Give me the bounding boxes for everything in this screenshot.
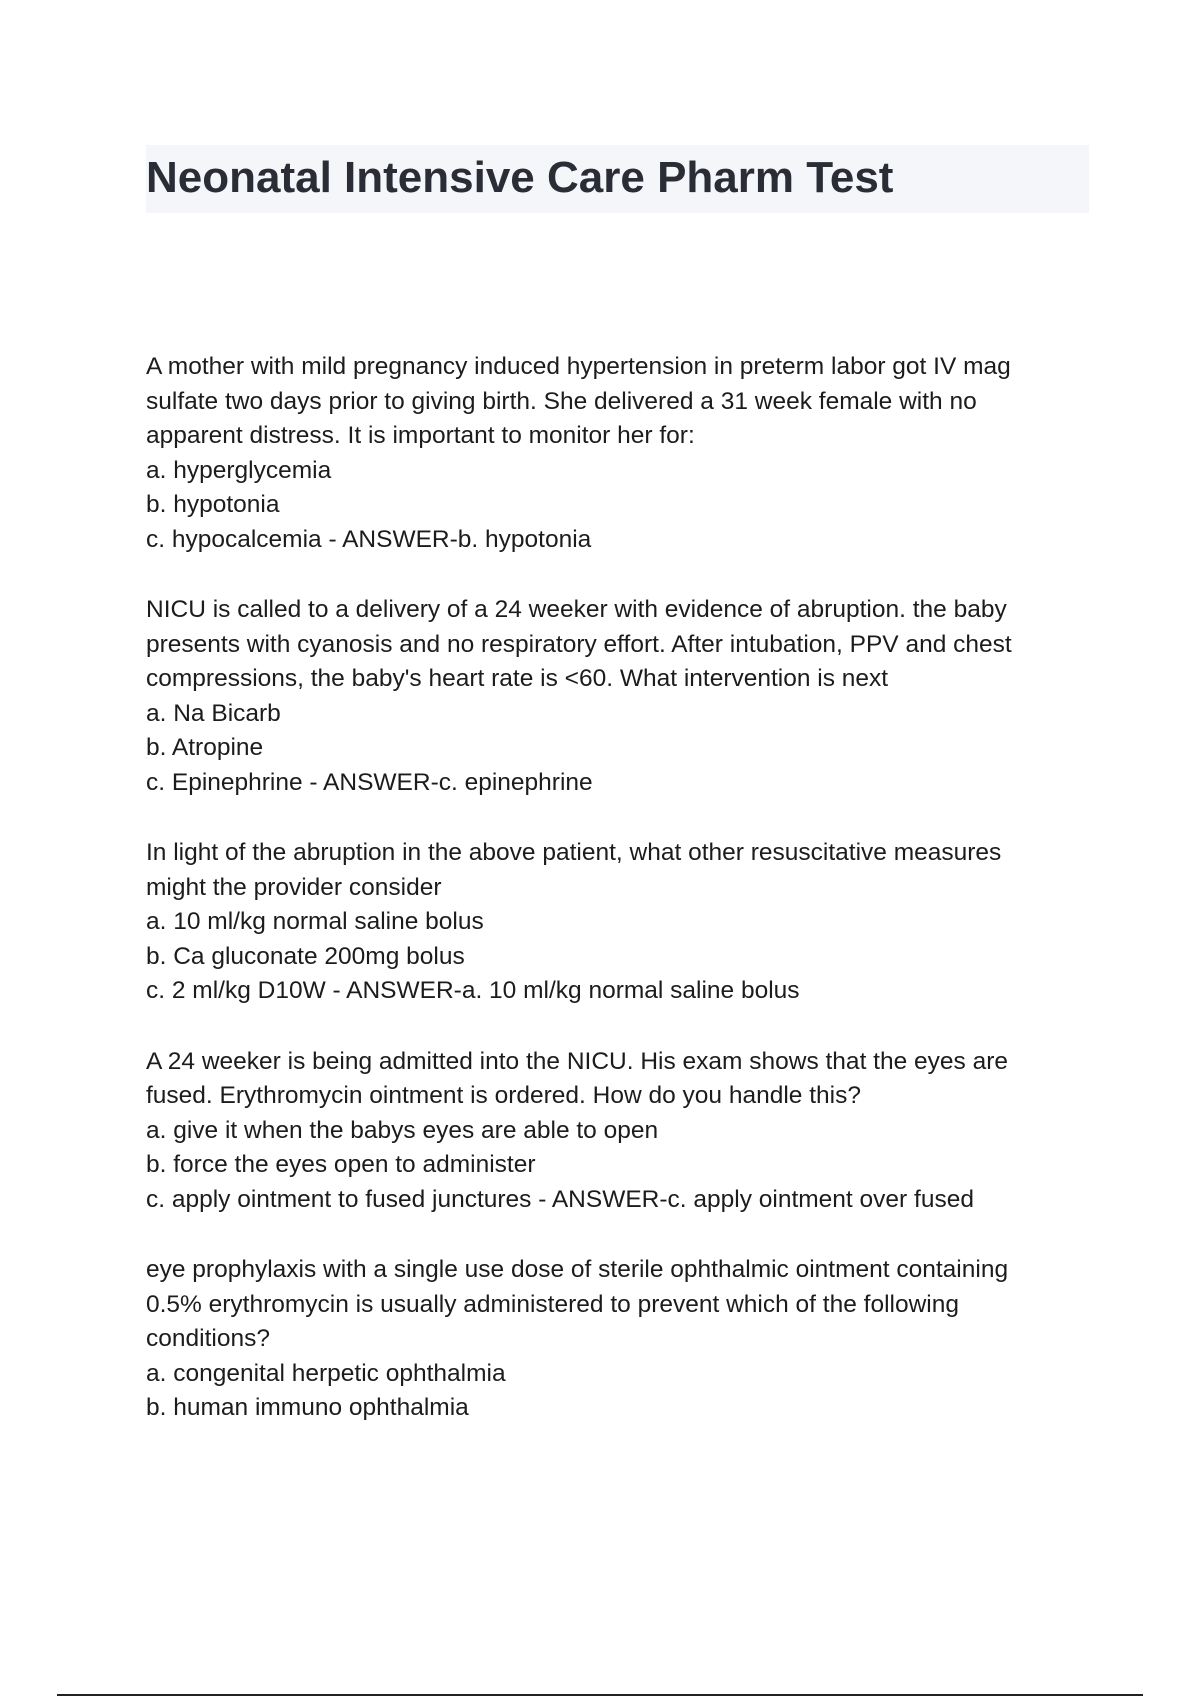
question-block xyxy=(146,593,1086,800)
answer-option: a. 10 ml/kg normal saline bolus xyxy=(146,908,484,935)
answer-option: a. congenital herpetic ophthalmia xyxy=(146,1359,506,1387)
answer-option-with-key: c. apply ointment to fused junctures - ANSWER-c. apply ointment over fused xyxy=(146,1185,974,1213)
answer-option: b. force the eyes open to administer xyxy=(146,1151,536,1178)
answer-option-with-key: c. hypocalcemia - ANSWER-b. hypotonia xyxy=(146,525,592,553)
answer-option-with-key: c. 2 ml/kg D10W - ANSWER-a. 10 ml/kg normal saline bolus xyxy=(146,977,800,1004)
title-banner xyxy=(146,145,1089,213)
question-line: In light of the abruption in the above patient, what other resuscitative measures xyxy=(146,839,1002,866)
answer-option: a. Na Bicarb xyxy=(146,699,281,727)
question-line: sulfate two days prior to giving birth. She delivered a 31 week female with no xyxy=(146,387,977,415)
page-divider xyxy=(57,1694,1143,1696)
answer-option: a. give it when the babys eyes are able to open xyxy=(146,1116,659,1144)
question-line: NICU is called to a delivery of a 24 weeker with evidence of abruption. the baby xyxy=(146,596,1007,623)
question-line: eye prophylaxis with a single use dose of sterile ophthalmic ointment containing xyxy=(146,1256,1009,1283)
question-line: apparent distress. It is important to monitor her for: xyxy=(146,422,695,449)
question-line: presents with cyanosis and no respiratory effort. After intubation, PPV and chest xyxy=(146,630,1012,658)
question-list xyxy=(146,350,1086,1462)
question-line: A 24 weeker is being admitted into the NICU. His exam shows that the eyes are xyxy=(146,1047,1009,1075)
question-line: might the provider consider xyxy=(146,873,442,901)
question-line: conditions? xyxy=(146,1325,270,1352)
question-block xyxy=(146,1045,1086,1218)
answer-option: b. Ca gluconate 200mg bolus xyxy=(146,942,465,970)
answer-option: b. hypotonia xyxy=(146,491,280,518)
question-line: 0.5% erythromycin is usually administered to prevent which of the following xyxy=(146,1290,959,1318)
question-block xyxy=(146,1253,1086,1426)
question-line: compressions, the baby's heart rate is <60. What intervention is next xyxy=(146,665,889,692)
question-block xyxy=(146,836,1086,1009)
question-block xyxy=(146,350,1086,557)
question-line: A mother with mild pregnancy induced hypertension in preterm labor got IV mag xyxy=(146,353,1011,380)
page-title: Neonatal Intensive Care Pharm Test xyxy=(146,153,894,202)
question-line: fused. Erythromycin ointment is ordered. How do you handle this? xyxy=(146,1082,861,1109)
answer-option: b. human immuno ophthalmia xyxy=(146,1394,469,1421)
answer-option-with-key: c. Epinephrine - ANSWER-c. epinephrine xyxy=(146,768,593,796)
answer-option: b. Atropine xyxy=(146,734,264,761)
answer-option: a. hyperglycemia xyxy=(146,456,332,484)
